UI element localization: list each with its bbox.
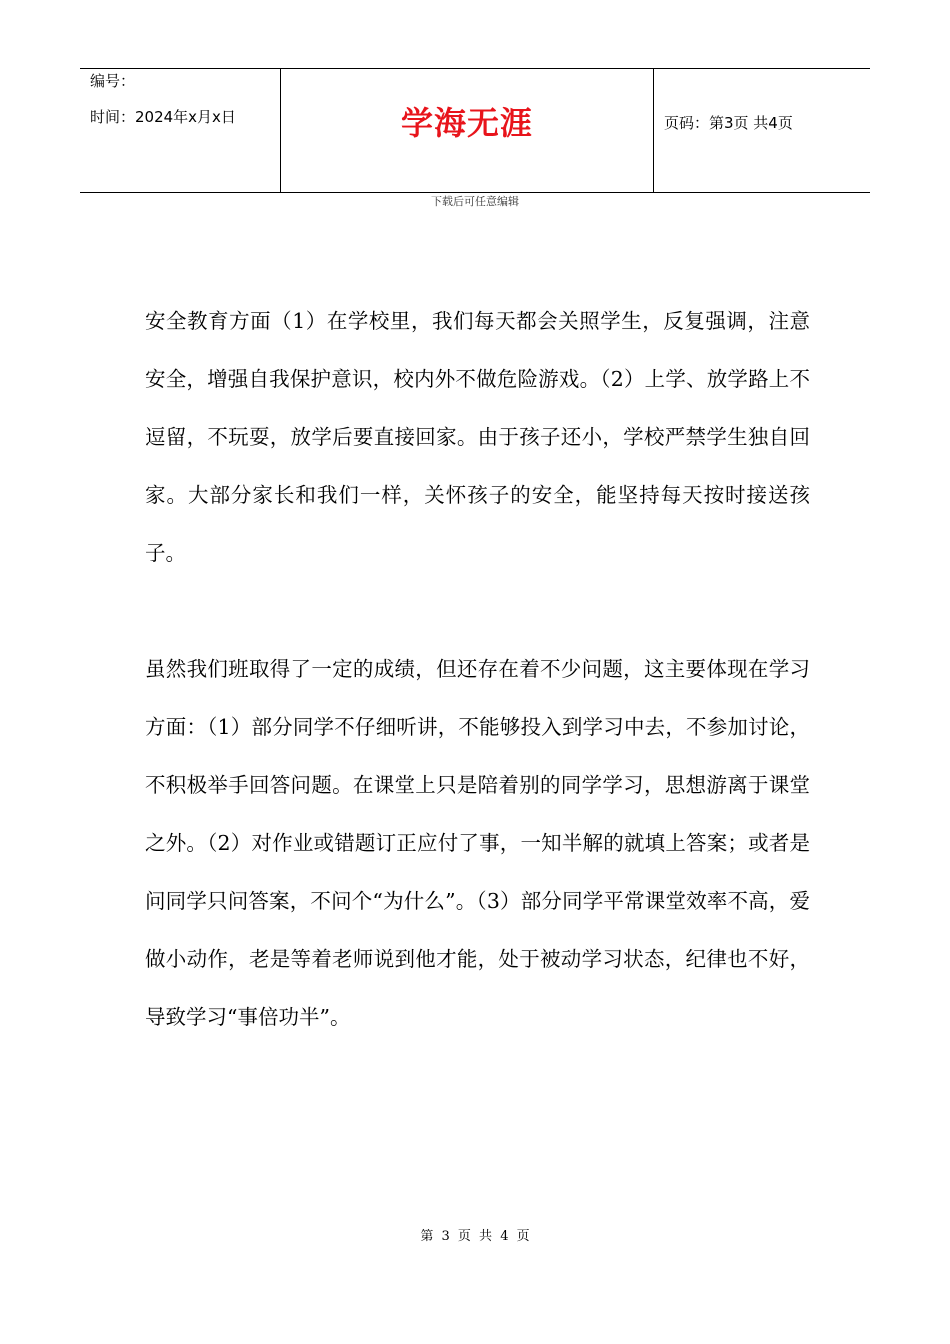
- brand-title: 学海无涯: [400, 104, 533, 142]
- paragraph-learning-problems: 虽然我们班取得了一定的成绩，但还存在着不少问题，这主要体现在学习方面：（1）部分同学不仔细听讲，不能够投入到学习中去，不参加讨论，不积极举手回答问题。在课堂上只是陪着别的同学学习，思想游离于课堂之外。（2）对作业或错题订正应付了事，一知半解的就填上答案；或者是问同学只问答案，不问个“为什么”。（3）部分同学平常课堂效率不高，爱做小动作，老是等着老师说到他才能，处于被动学习状态，纪律也不好，导致学习“事倍功半”。: [145, 657, 810, 1029]
- date-label: 时间：2024年x月x日: [90, 108, 236, 126]
- document-body: [145, 292, 810, 1046]
- header-meta-cell: [80, 69, 281, 192]
- header-page-info: 页码：第3页 共4页: [664, 114, 793, 132]
- paragraph-safety-education: 安全教育方面（1）在学校里，我们每天都会关照学生，反复强调，注意安全，增强自我保护意识，校内外不做危险游戏。（2）上学、放学路上不逗留，不玩耍，放学后要直接回家。由于孩子还小，学校严禁学生独自回家。大部分家长和我们一样，关怀孩子的安全，能坚持每天按时接送孩子。: [145, 309, 810, 565]
- page-footer: 第 3 页 共 4 页: [420, 1229, 530, 1244]
- document-header: [80, 68, 870, 193]
- header-brand-cell: [281, 69, 654, 192]
- serial-number-label: 编号：: [90, 72, 136, 90]
- header-page-cell: [654, 69, 870, 192]
- edit-note: 下载后可任意编辑: [431, 195, 519, 208]
